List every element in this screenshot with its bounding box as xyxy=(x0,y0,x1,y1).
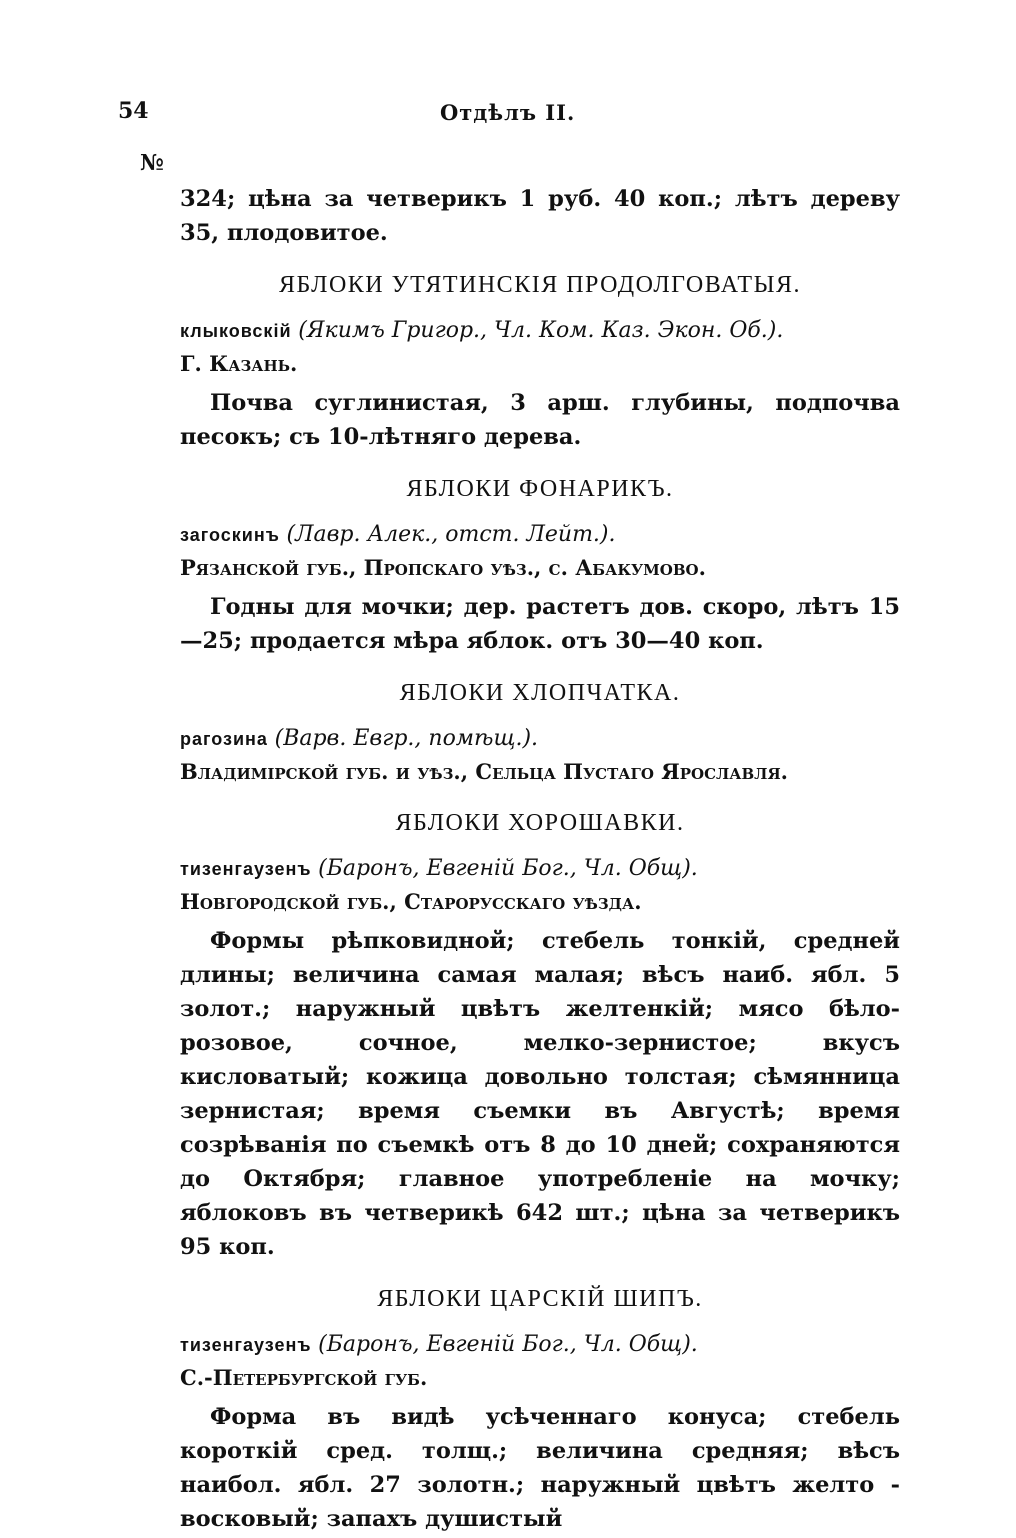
exhibitor-title: (Варв. Евгр., помѣщ.). xyxy=(274,726,539,751)
exhibitor xyxy=(180,517,900,552)
section-tsarskiy-ship xyxy=(180,1286,900,1536)
section-fonarik xyxy=(180,476,900,658)
exhibitor-location: Владимірской губ. и уѣз., Сельца Пустаго Ярославля. xyxy=(180,759,788,784)
entry-description: Формы рѣпковидной; стебель тонкій, средней длины; величина самая малая; вѣсъ наиб. ябл. 5 золот.; наружный цвѣтъ желтенкій; мясо бѣло-розовое, сочное, мелко-зернистое; вкусъ кисловатый; кожица довольно толстая; сѣмянница зернистая; время съемки въ Августѣ; время созрѣванія по съемкѣ отъ 8 до 10 дней; сохраняются до Октября; главное употребленіе на мочку; яблоковъ въ четверикѣ 642 шт.; цѣна за четверикъ 95 коп. xyxy=(180,928,900,1260)
exhibitor xyxy=(180,1327,900,1362)
exhibitor-location: Г. Казань. xyxy=(180,351,298,376)
exhibitor-title: (Якимъ Григор., Чл. Ком. Каз. Экон. Об.). xyxy=(298,318,784,343)
exhibitor xyxy=(180,851,900,886)
entry-description: Годны для мочки; дер. растетъ дов. скоро, лѣтъ 15—25; продается мѣра яблок. отъ 30—40 коп. xyxy=(180,594,900,654)
section-heading: ЯБЛОКИ ХЛОПЧАТКА. xyxy=(399,680,681,706)
section-heading: ЯБЛОКИ ХОРОШАВКИ. xyxy=(395,810,685,836)
exhibitor-location: Рязанской губ., Пропскаго уѣз., с. Абакумово. xyxy=(180,555,706,580)
exhibitor-name: тизенгаузенъ xyxy=(180,1335,312,1355)
exhibitor xyxy=(180,313,900,348)
section-heading: ЯБЛОКИ ФОНАРИКЪ. xyxy=(406,476,674,502)
section-utyatinskie xyxy=(180,272,900,454)
page-number: 54 xyxy=(118,98,149,124)
exhibitor xyxy=(180,721,900,756)
running-head: Отдѣлъ II. xyxy=(440,100,576,125)
exhibitor-location: Новгородской губ., Старорусскаго уѣзда. xyxy=(180,889,642,914)
section-heading: ЯБЛОКИ УТЯТИНСКІЯ ПРОДОЛГОВАТЫЯ. xyxy=(278,272,802,298)
exhibitor-title: (Лавр. Алек., отст. Лейт.). xyxy=(286,522,616,547)
number-mark: № xyxy=(140,150,164,176)
entry-description: Форма въ видѣ усѣченнаго конуса; стебель короткій сред. толщ.; величина средняя; вѣсъ наибол. ябл. 27 золотн.; наружный цвѣтъ желто - восковый; запахъ душистый xyxy=(180,1404,900,1532)
exhibitor-name: клыковскій xyxy=(180,321,292,341)
section-heading: ЯБЛОКИ ЦАРСКІЙ ШИПЪ. xyxy=(377,1286,703,1312)
intro-text: 324; цѣна за четверикъ 1 руб. 40 коп.; лѣтъ дереву 35, плодовитое. xyxy=(180,186,900,246)
exhibitor-name: загоскинъ xyxy=(180,525,280,545)
section-khlopchatka xyxy=(180,680,900,788)
exhibitor-name: тизенгаузенъ xyxy=(180,859,312,879)
exhibitor-name: рагозина xyxy=(180,729,268,749)
exhibitor-title: (Баронъ, Евгеній Бог., Чл. Общ). xyxy=(318,1332,698,1357)
exhibitor-location: С.-Петербургской губ. xyxy=(180,1365,428,1390)
section-khoroshavki xyxy=(180,810,900,1264)
page-content xyxy=(180,182,900,1538)
exhibitor-title: (Баронъ, Евгеній Бог., Чл. Общ). xyxy=(318,856,698,881)
entry-description: Почва суглинистая, 3 арш. глубины, подпочва песокъ; съ 10-лѣтняго дерева. xyxy=(180,390,900,450)
